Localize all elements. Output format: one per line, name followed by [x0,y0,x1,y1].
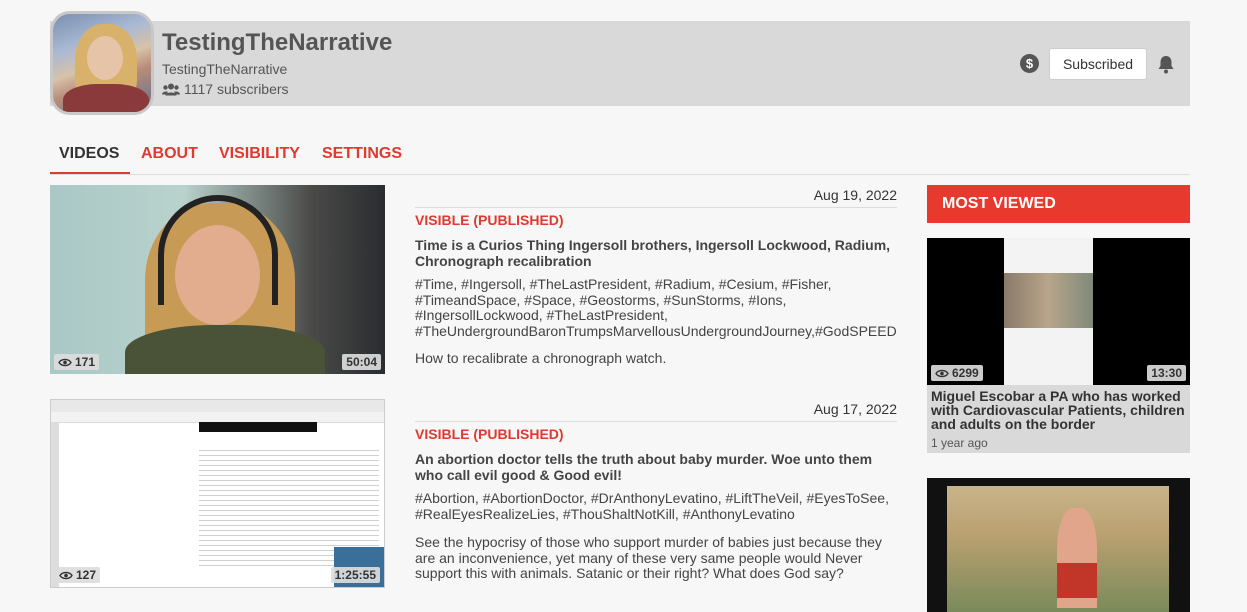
thumb-red-shorts [1057,563,1097,598]
video-description: See the hypocrisy of those who support murder of babies just because they are an inconvenience, yet many of these very same people would Never support this with animals. Satanic or their right? What does God say? [415,534,882,581]
duration-badge: 50:04 [342,354,381,370]
video-tags: #Abortion, #AbortionDoctor, #DrAnthonyLevatino, #LiftTheVeil, #EyesToSee, #RealEyesRealizeLies, #ThouShaltNotKill, #AnthonyLevatino [415,490,889,522]
avatar-shirt [63,84,149,115]
thumb-person-body [125,325,325,374]
users-icon [162,83,180,96]
tab-settings[interactable]: SETTINGS [322,145,403,162]
channel-title: TestingTheNarrative [162,29,393,56]
most-viewed-card-1[interactable] [927,385,1190,453]
thumb-sidebar [51,422,59,587]
channel-avatar[interactable] [50,11,154,115]
view-count-badge [931,365,983,381]
headset-shape [158,195,278,305]
eye-icon [58,358,72,367]
duration-badge: 13:30 [1147,365,1186,381]
most-viewed-age: 1 year ago [931,436,988,450]
view-count: 171 [75,355,96,369]
most-viewed-title[interactable]: Miguel Escobar a PA who has worked with Cardiovascular Patients, children and adults on the border [931,388,1185,432]
most-viewed-thumbnail-2[interactable] [927,478,1190,612]
channel-tabs [50,140,1190,175]
bell-icon[interactable] [1157,55,1175,74]
view-count-badge [54,354,99,370]
subscriber-count-text: 1117 subscribers [184,81,289,97]
view-count-badge [55,567,100,583]
channel-handle: TestingTheNarrative [162,61,288,77]
eye-icon [935,369,949,378]
video-status: VISIBLE (PUBLISHED) [415,207,897,228]
avatar-face [87,36,123,80]
thumb-meeting-scene [1004,273,1093,328]
subscribed-button[interactable]: Subscribed [1049,48,1147,80]
video-info-2 [415,401,897,591]
view-count: 6299 [952,366,979,380]
video-title[interactable]: Time is a Curios Thing Ingersoll brothers, Ingersoll Lockwood, Radium, Chronograph recalibration [415,237,891,269]
video-info-1 [415,187,897,377]
video-date: Aug 17, 2022 [813,401,897,417]
dollar-circle-icon[interactable]: $ [1020,54,1039,73]
video-tags: #Time, #Ingersoll, #TheLastPresident, #Radium, #Cesium, #Fisher, #TimeandSpace, #Space, #Geostorms, #SunStorms, #Ions, #IngersollLockwood, #TheLastPresident, #TheUndergroundBaronTrumpsMarvellousUndergroundJourney,#GodSPEED [415,276,897,339]
video-thumbnail-1[interactable] [50,185,385,374]
view-count: 127 [76,568,97,582]
thumb-redacted-bar [199,422,317,432]
most-viewed-heading: MOST VIEWED [927,185,1190,223]
video-status: VISIBLE (PUBLISHED) [415,421,897,442]
tab-about[interactable]: ABOUT [141,145,198,162]
video-thumbnail-2[interactable] [50,399,385,588]
subscriber-count [162,81,289,97]
tab-visibility[interactable]: VISIBILITY [219,145,300,162]
eye-icon [59,571,73,580]
video-description: How to recalibrate a chronograph watch. [415,350,667,366]
channel-header [50,21,1190,106]
most-viewed-thumbnail-1[interactable] [927,238,1190,385]
video-title[interactable]: An abortion doctor tells the truth about baby murder. Woe unto them who call evil good & Good evil! [415,451,873,483]
video-date: Aug 19, 2022 [813,187,897,203]
tab-videos[interactable]: VIDEOS [50,145,130,174]
duration-badge: 1:25:55 [331,567,380,583]
